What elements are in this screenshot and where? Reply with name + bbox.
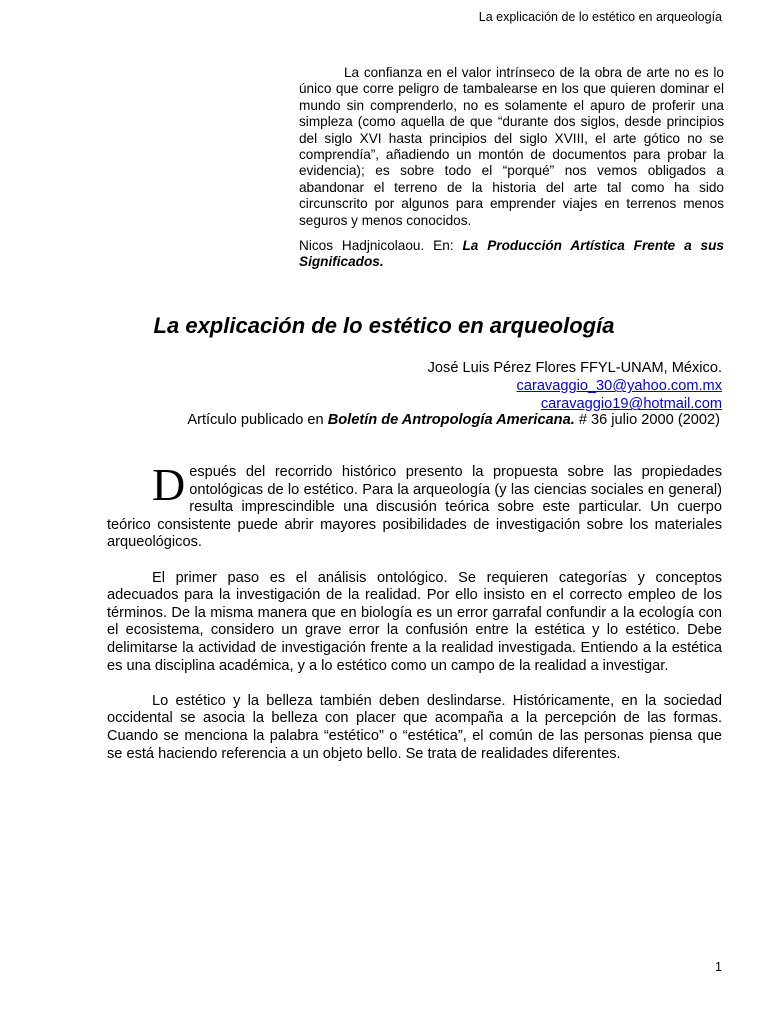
author-name: José Luis Pérez Flores FFYL-UNAM, México. [427, 360, 722, 376]
epigraph [299, 65, 724, 271]
epigraph-citation [299, 238, 724, 271]
email-link-hotmail[interactable]: caravaggio19@hotmail.com [540, 396, 722, 413]
byline [428, 359, 722, 414]
citation-prefix: Nicos Hadjnicolaou. En: [299, 238, 463, 254]
publication-prefix: Artículo publicado en [187, 412, 328, 428]
publication-info [187, 412, 720, 428]
citation-work: La Producción Artística Frente a sus Significados. [299, 238, 724, 270]
paragraph-3: Lo estético y la belleza también deben deslindarse. Históricamente, en la sociedad occidental se asocia la belleza con placer que acompaña a la percepción de las formas. Cuando se menciona la palabra “estético” o “estética”, el común de las personas piensa que se está haciendo referencia a un objeto bello. Se trata de realidades diferentes. [107, 692, 722, 762]
email-link-yahoo[interactable]: caravaggio_30@yahoo.com.mx [516, 378, 722, 395]
paragraph-1-text: espués del recorrido histórico presento la propuesta sobre las propiedades ontológicas de lo estético. Para la arqueología (y las ciencias sociales en general) resulta imprescindible una discusión teórica sobre este particular. Un cuerpo teórico consistente puede abrir mayores posibilidades de investigación sobre los materiales arqueológicos. [107, 464, 722, 551]
article-body [107, 459, 722, 781]
publication-suffix: # 36 julio 2000 (2002) [574, 412, 720, 428]
article-title: La explicación de lo estético en arqueología [153, 313, 615, 338]
page-number: 1 [715, 960, 722, 974]
running-header: La explicación de lo estético en arqueología [478, 10, 722, 24]
drop-cap: D [152, 459, 186, 510]
journal-name: Boletín de Antropología Americana. [327, 412, 575, 428]
paragraph-1 [107, 459, 722, 552]
epigraph-text: La confianza en el valor intrínseco de la obra de arte no es lo único que corre peligro de tambalearse en los que quieren dominar el mundo sin comprenderlo, no es solamente el apuro de proferir una simpleza (como aquella de que “durante dos siglos, desde principios del siglo XVI hasta principios del siglo XVIII, el arte gótico no se comprendía”, añadiendo un montón de documentos para probar la evidencia); es sobre todo el “porqué” nos vemos obligados a abandonar el terreno de la historia del arte tal como ha sido circunscrito por algunos para emprender viajes en terrenos menos seguros y menos conocidos. [299, 65, 724, 228]
paragraph-2: El primer paso es el análisis ontológico. Se requieren categorías y conceptos adecuados para la investigación de la realidad. Por ello insisto en el correcto empleo de los términos. De la misma manera que en biología es un error garrafal confundir a la ecología con el ecosistema, considero un grave error la confusión entre la estética y lo estético. Debe delimitarse la actividad de investigación frente a la realidad investigada. Entiendo a la estética es una disciplina académica, y a lo estético como un campo de la realidad a investigar. [107, 569, 722, 674]
